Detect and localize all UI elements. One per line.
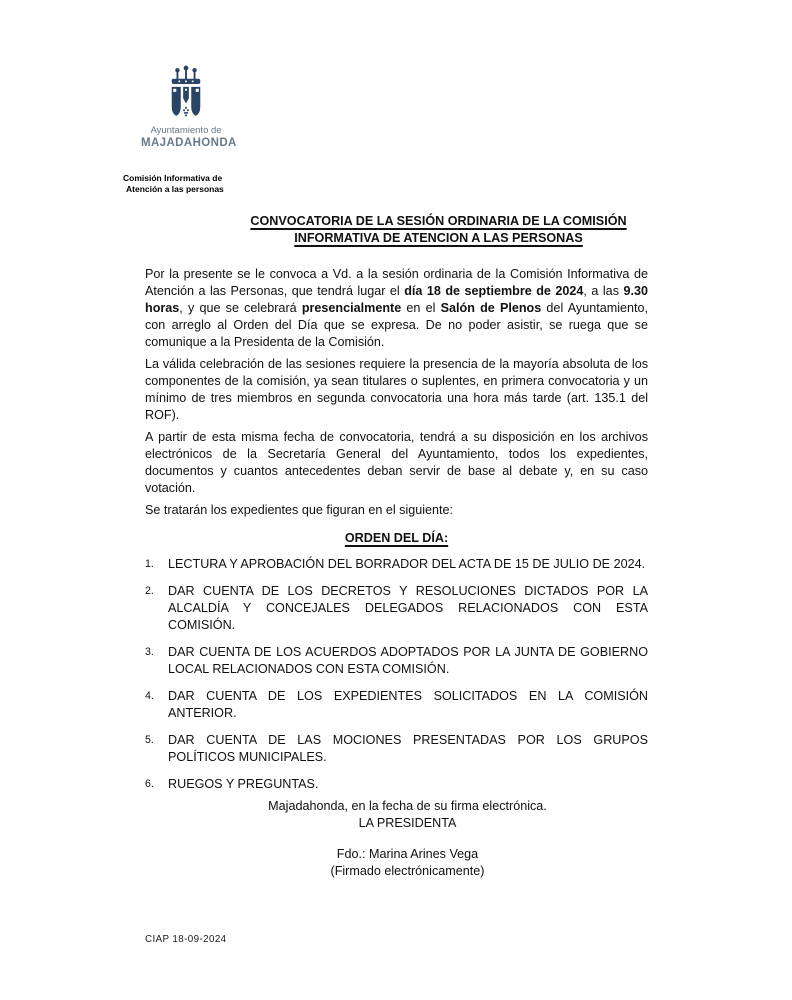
records-paragraph: A partir de esta misma fecha de convocatoria, tendrá a su disposición en los archivos electrónicos de la Secretaría General del Ayuntamiento, todos los expedientes, documentos y cuantos antecedentes deban servir de base al debate y, en su caso votación. [145, 430, 648, 495]
signature-role-line: LA PRESIDENTA [358, 816, 457, 830]
department-line1: Comisión Informativa de [123, 173, 223, 183]
document-title [229, 213, 648, 246]
department-label [123, 173, 792, 195]
quorum-paragraph: La válida celebración de las sesiones requiere la presencia de la mayoría absoluta de los componentes de la comisión, ya sean titulares o suplentes, en primera convocatoria y un mínimo de tres miembros en segunda convocatoria una hora más tarde (art. 135.1 del ROF). [145, 357, 648, 422]
majadahonda-crest-icon [165, 65, 207, 124]
agenda-item-text: LECTURA Y APROBACIÓN DEL BORRADOR DEL ACTA DE 15 DE JULIO DE 2024. [168, 557, 646, 571]
signature-place-line: Majadahonda, en la fecha de su firma electrónica. [268, 799, 547, 813]
agenda-heading: ORDEN DEL DÍA: [344, 531, 449, 545]
agenda-item-text: DAR CUENTA DE LAS MOCIONES PRESENTADAS POR LOS GRUPOS POLÍTICOS MUNICIPALES. [168, 733, 648, 764]
agenda-item-text: DAR CUENTA DE LOS ACUERDOS ADOPTADOS POR LA JUNTA DE GOBIERNO LOCAL RELACIONADOS CON ESTA COMISIÓN. [168, 645, 648, 676]
intro-text: Por la presente se le convoca a Vd. a la sesión ordinaria de la Comisión Informativa de Atención a las Personas, que tendrá lugar el [145, 267, 648, 298]
agenda-item-number: 2. [145, 584, 154, 597]
agenda-item-6 [145, 776, 648, 793]
document-code: CIAP 18-09-2024 [145, 934, 227, 945]
signature-block [145, 798, 648, 880]
agenda-item-number: 6. [145, 777, 154, 790]
agenda-item-number: 5. [145, 733, 154, 746]
agenda-item-text: DAR CUENTA DE LOS DECRETOS Y RESOLUCIONES DICTADOS POR LA ALCALDÍA Y CONCEJALES DELEGADOS RELACIONADOS CON ESTA COMISIÓN. [168, 584, 648, 632]
lead-in-paragraph: Se tratarán los expedientes que figuran en el siguiente: [145, 503, 454, 517]
document-title-line2: INFORMATIVA DE ATENCION A LAS PERSONAS [294, 230, 583, 245]
agenda-item-number: 1. [145, 557, 154, 570]
city-logo [141, 65, 237, 149]
agenda-item-text: RUEGOS Y PREGUNTAS. [168, 777, 319, 791]
signature-signed-by: Fdo.: Marina Arines Vega [336, 847, 479, 861]
session-date: día 18 de septiembre de 2024 [404, 284, 584, 298]
agenda-item-number: 4. [145, 689, 154, 702]
agenda-item-text: DAR CUENTA DE LOS EXPEDIENTES SOLICITADOS EN LA COMISIÓN ANTERIOR. [168, 689, 648, 720]
agenda-item-5 [145, 732, 648, 766]
session-time: 9.30 horas [145, 284, 648, 315]
agenda-item-1 [145, 556, 648, 573]
agenda-item-2 [145, 583, 648, 634]
document-body [145, 266, 648, 880]
agenda-item-3 [145, 644, 648, 678]
document-title-line1: CONVOCATORIA DE LA SESIÓN ORDINARIA DE LA COMISIÓN [250, 214, 627, 228]
logo-wordmark-line1: Ayuntamiento de [150, 125, 222, 136]
department-line2: Atención a las personas [126, 184, 224, 194]
agenda-item-number: 3. [145, 645, 154, 658]
agenda-list [145, 556, 648, 793]
logo-wordmark-line2: MAJADAHONDA [141, 137, 237, 149]
intro-paragraph: Por la presente se le convoca a Vd. a la sesión ordinaria de la Comisión Informativa de Atención a las Personas, que tendrá lugar el día 18 de septiembre de 2024, a las 9.30 horas, y que se celebrará presencialmente en el Salón de Plenos del Ayuntamiento, con arreglo al Orden del Día que se expresa. De no poder asistir, se ruega que se comunique a la Presidenta de la Comisión. [145, 267, 649, 349]
signature-signed-note: (Firmado electrónicamente) [330, 864, 485, 878]
session-place: Salón de Plenos [440, 301, 542, 315]
session-mode: presencialmente [301, 301, 402, 315]
agenda-item-4 [145, 688, 648, 722]
